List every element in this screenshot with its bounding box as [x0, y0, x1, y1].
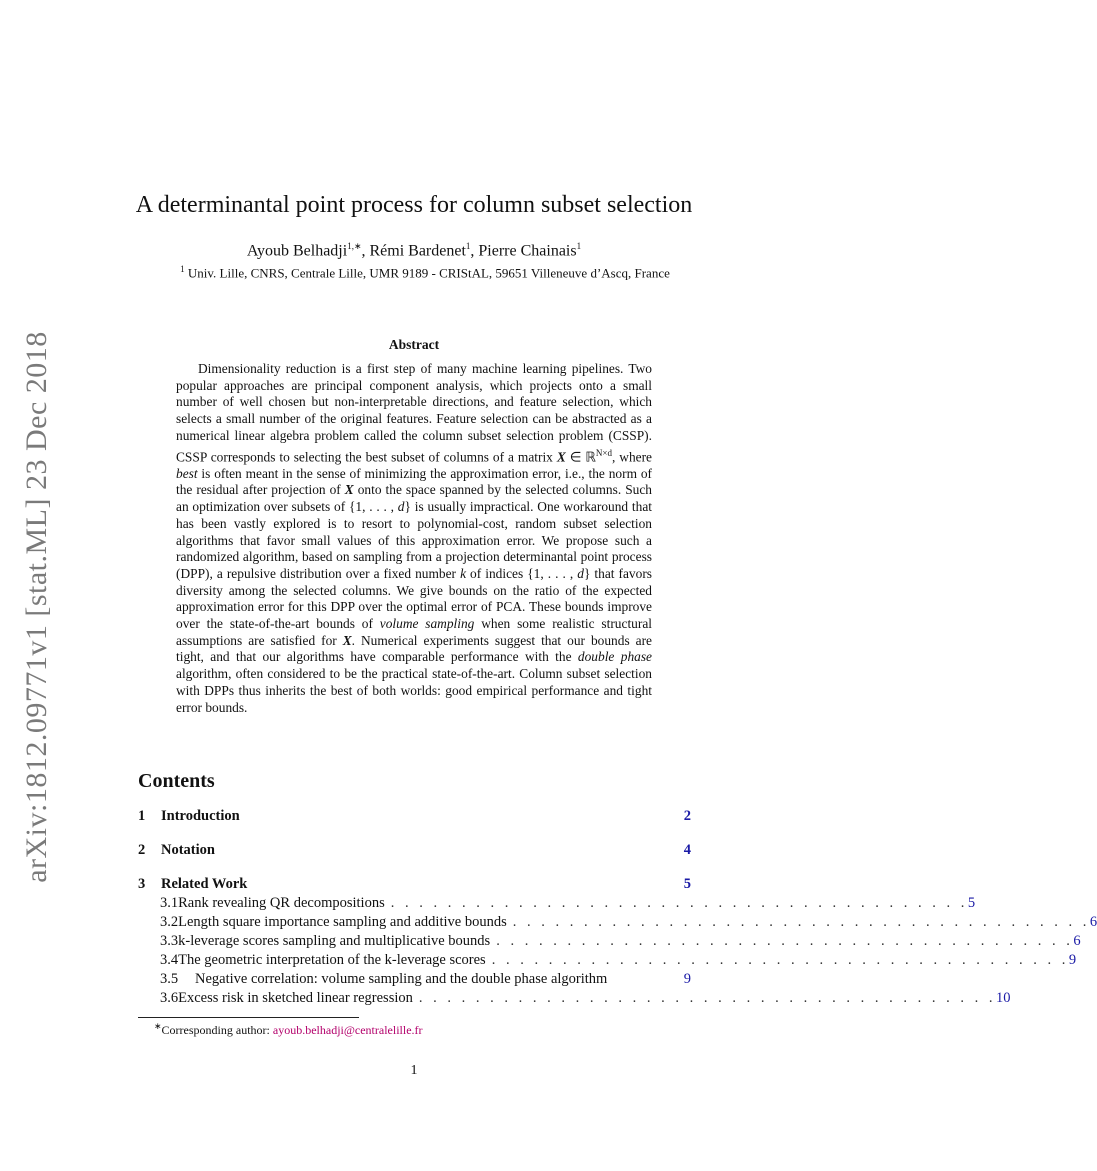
- toc-subsection-title: Length square importance sampling and additive bounds: [178, 914, 507, 930]
- toc-subsection[interactable]: [138, 952, 1077, 971]
- footnote: [154, 1021, 423, 1038]
- toc-section[interactable]: [138, 808, 691, 827]
- toc-subsection[interactable]: [138, 933, 1081, 952]
- toc-section-number: 2: [138, 842, 146, 858]
- author-list: Ayoub Belhadji$^{1,∗}$, Rémi Bardenet$^1$, Pierre Chainais$^1$: [246, 241, 582, 260]
- toc-leader-dots: . . . . . . . . . . . . . . . . . . . . . . . . . . . . . . . . . . . . . . . . .: [512, 914, 1090, 930]
- toc-page-link[interactable]: 2: [683, 808, 691, 824]
- toc-section-number: 3: [138, 876, 146, 892]
- toc-section-number: 1: [138, 808, 146, 824]
- page-number: 1: [410, 1063, 418, 1078]
- email-link[interactable]: ayoub.belhadji@centralelille.fr: [272, 1023, 423, 1037]
- matrix-symbol: X: [556, 448, 566, 464]
- author-name: Ayoub Belhadji: [246, 242, 348, 260]
- toc-subsection-number: 3.6: [160, 990, 179, 1006]
- toc-subsection-title: k-leverage scores sampling and multiplicative bounds: [178, 933, 491, 949]
- affiliation-mark: 1: [180, 264, 185, 274]
- toc-subsection-number: 3.3: [160, 933, 179, 949]
- toc-subsection[interactable]: [138, 971, 691, 990]
- toc-page-link[interactable]: 9: [683, 971, 691, 987]
- toc-subsection-number: 3.5: [160, 971, 179, 987]
- toc-page-link[interactable]: 9: [1068, 952, 1077, 968]
- toc-page-link[interactable]: 5: [967, 895, 976, 911]
- affiliation-text: Univ. Lille, CNRS, Centrale Lille, UMR 9189 - CRIStAL, 59651 Villeneuve d’Ascq, France: [187, 265, 670, 281]
- toc-section[interactable]: [138, 842, 691, 861]
- toc-page-link[interactable]: 5: [683, 876, 691, 892]
- toc-subsection-title: Excess risk in sketched linear regression: [178, 990, 413, 1006]
- author-mark: 1: [465, 241, 471, 251]
- arxiv-identifier: arXiv:1812.09771v1 [stat.ML] 23 Dec 2018: [20, 331, 53, 883]
- author-name: Pierre Chainais: [478, 242, 577, 260]
- toc-subsection-title: The geometric interpretation of the k-leverage scores: [178, 952, 486, 968]
- arxiv-sidebar-stamp: [14, 331, 60, 883]
- toc-subsection-number: 3.4: [160, 952, 179, 968]
- author-name: Rémi Bardenet: [369, 242, 466, 260]
- author-mark: 1: [576, 241, 582, 251]
- paper-title: A determinantal point process for column subset selection: [135, 192, 693, 218]
- footnote-mark: ∗: [154, 1021, 162, 1031]
- toc-leader-dots: . . . . . . . . . . . . . . . . . . . . . . . . . . . . . . . . . . . . . . . . .: [418, 990, 996, 1006]
- toc-section-title: Notation: [161, 842, 215, 858]
- toc-subsection-number: 3.2: [160, 914, 179, 930]
- toc-subsection-title: Rank revealing QR decompositions: [178, 895, 385, 911]
- affiliation: [0, 264, 850, 281]
- footnote-label: Corresponding author:: [161, 1023, 273, 1037]
- abstract-body: Dimensionality reduction is a first step of many machine learning pipelines. Two popular approaches are principal component analysis, which projects onto a small number of well chosen but non-interpretable directions, and feature selection, which selects a small number of the original features. Feature selection can be abstracted as a numerical linear algebra problem called the column subset selection problem (CSSP). CSSP corresponds to selecting the best subset of columns of a matrix X ∈ ℝ$^{N\times d}$, where best is often meant in the sense of minimizing the approximation error, i.e., the norm of the residual after projection of X onto the space spanned by the selected columns. Such an optimization over subsets of {1, . . . , d} is usually impractical. One workaround that has been vastly explored is to resort to polynomial-cost, random subset selection algorithms that favor small values of this approximation error. We propose such a randomized algorithm, based on sampling from a projection determinantal point process (DPP), a repulsive distribution over a fixed number k of indices {1, . . . , d} that favors diversity among the selected columns. We give bounds on the ratio of the expected approximation error for this DPP over the optimal error of PCA. These bounds improve over the state-of-the-art bounds of volume sampling when some realistic structural assumptions are satisfied for X. Numerical experiments suggest that our bounds are tight, and that our algorithms have comparable performance with the double phase algorithm, often considered to be the practical state-of-the-art. Column subset selection with DPPs thus inherits the best of both worlds: good empirical performance and tight error bounds.: [176, 361, 653, 715]
- author-mark: 1,∗: [347, 241, 362, 251]
- toc-leader-dots: . . . . . . . . . . . . . . . . . . . . . . . . . . . . . . . . . . . . . . . . .: [491, 952, 1069, 968]
- toc-page-link[interactable]: 6: [1073, 933, 1081, 949]
- toc-page-link[interactable]: 10: [996, 990, 1011, 1006]
- toc-section-title: Related Work: [161, 876, 248, 892]
- toc-subsection[interactable]: [138, 990, 1011, 1009]
- toc-subsection[interactable]: [138, 914, 1097, 933]
- contents-heading: Contents: [138, 770, 215, 792]
- toc-page-link[interactable]: 6: [1089, 914, 1097, 930]
- toc-section[interactable]: [138, 876, 691, 895]
- footnote-rule: [138, 1017, 359, 1018]
- table-of-contents: [138, 808, 1097, 1009]
- toc-leader-dots: . . . . . . . . . . . . . . . . . . . . . . . . . . . . . . . . . . . . . . . . .: [390, 895, 968, 911]
- toc-leader-dots: . . . . . . . . . . . . . . . . . . . . . . . . . . . . . . . . . . . . . . . . .: [496, 933, 1074, 949]
- toc-subsection[interactable]: [138, 895, 976, 914]
- toc-section-title: Introduction: [161, 808, 240, 824]
- toc-subsection-title: Negative correlation: volume sampling and the double phase algorithm: [195, 971, 608, 987]
- abstract-heading: Abstract: [388, 337, 440, 352]
- toc-subsection-number: 3.1: [160, 895, 179, 911]
- toc-page-link[interactable]: 4: [683, 842, 691, 858]
